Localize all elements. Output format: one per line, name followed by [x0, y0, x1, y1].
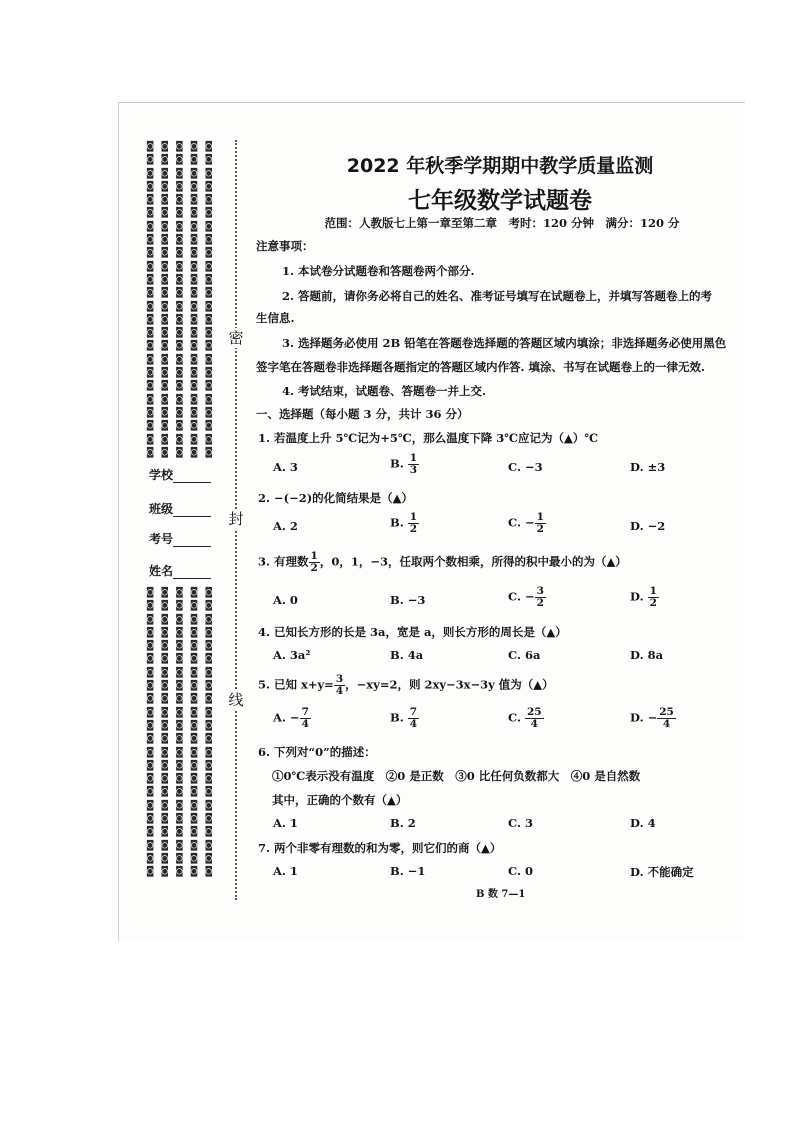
- q2-option-c[interactable]: C. − $\frac{1}{2}$: [508, 511, 544, 535]
- name-blank[interactable]: [173, 566, 211, 579]
- q2-option-d[interactable]: D. −2: [630, 519, 666, 533]
- page-footer: B 数 7—1: [476, 889, 526, 900]
- q6-question: 其中，正确的个数有（▲）: [272, 793, 408, 807]
- fraction: $\frac{25}{4}$: [526, 706, 542, 730]
- school-field[interactable]: 学校: [149, 466, 211, 483]
- q2-stem: 2. −(−2)的化简结果是（▲）: [258, 491, 414, 505]
- section-heading: 一、选择题（每小题 3 分，共计 36 分）: [256, 407, 469, 421]
- q5-option-b[interactable]: B. $\frac{7}{4}$: [390, 706, 418, 730]
- q4-option-a[interactable]: A. 3a²: [273, 648, 311, 662]
- q4-option-b[interactable]: B. 4a: [390, 648, 424, 662]
- q1-stem: 1. 若温度上升 5℃记为+5℃，那么温度下降 3℃应记为（▲）℃: [258, 431, 599, 445]
- exam-title: 2022 年秋季学期期中教学质量监测: [346, 155, 654, 177]
- notice-item-2: 2. 答题前，请你务必将自己的姓名、准考证号填写在试题卷上，并填写答题卷上的考: [282, 289, 713, 303]
- q7-option-b[interactable]: B. −1: [390, 864, 426, 878]
- q1-option-d[interactable]: D. ±3: [630, 460, 666, 474]
- fraction: $\frac{3}{4}$: [335, 673, 344, 697]
- margin-marks-top: ◙ ◙ ◙ ◙ ◙ ◙ ◙ ◙ ◙ ◙ ◙ ◙ ◙ ◙ ◙ ◙ ◙ ◙ ◙ ◙ ◙ ◙ ◙ ◙ ◙ ◙ ◙ ◙ ◙ ◙ ◙ ◙ ◙ ◙ ◙ ◙ ◙ ◙ ◙ ◙ ◙ ◙ ◙ ◙ ◙ ◙ ◙ ◙ ◙ ◙ ◙ ◙ ◙ ◙ ◙ ◙ ◙ ◙ ◙ ◙ ◙ ◙ ◙ ◙ ◙ ◙ ◙ ◙ ◙ ◙ ◙ ◙ ◙ ◙ ◙ ◙ ◙ ◙ ◙ ◙ ◙ ◙ ◙ ◙ ◙ ◙ ◙ ◙ ◙ ◙ ◙ ◙ ◙ ◙ ◙ ◙ ◙ ◙ ◙ ◙ ◙ ◙ ◙ ◙ ◙ ◙ ◙ ◙ ◙ ◙ ◙ ◙ ◙ ◙ ◙ ◙ ◙ ◙ ◙ ◙: [147, 140, 213, 458]
- fraction: $\frac{7}{4}$: [409, 706, 418, 730]
- q4-stem: 4. 已知长方形的长是 3a，宽是 a，则长方形的周长是（▲）: [258, 625, 567, 639]
- q5-option-d[interactable]: D. − $\frac{25}{4}$: [630, 706, 674, 730]
- q3-option-d[interactable]: D. $\frac{1}{2}$: [630, 585, 657, 609]
- q5-option-c[interactable]: C. $\frac{25}{4}$: [508, 706, 542, 730]
- fraction: $\frac{3}{2}$: [536, 585, 544, 609]
- q1-option-c[interactable]: C. −3: [508, 460, 543, 474]
- q6-option-d[interactable]: D. 4: [630, 816, 656, 830]
- class-field[interactable]: 班级: [149, 500, 211, 517]
- q3-stem: 3. 有理数 $\frac{1}{2}$ ，0，1，−3，任取两个数相乘，所得的积中最小的为（▲）: [258, 550, 627, 574]
- class-blank[interactable]: [173, 504, 211, 517]
- fraction: $\frac{1}{2}$: [536, 511, 544, 535]
- q4-option-d[interactable]: D. 8a: [630, 648, 664, 662]
- seal-mi: 密: [226, 328, 246, 348]
- q5-option-a[interactable]: A. − $\frac{7}{4}$: [273, 706, 309, 730]
- q2-option-a[interactable]: A. 2: [273, 519, 298, 533]
- q1-option-a[interactable]: A. 3: [273, 460, 298, 474]
- fraction: $\frac{1}{3}$: [409, 452, 418, 476]
- q2-option-b[interactable]: B. $\frac{1}{2}$: [390, 511, 418, 535]
- margin-marks-bottom: ◙ ◙ ◙ ◙ ◙ ◙ ◙ ◙ ◙ ◙ ◙ ◙ ◙ ◙ ◙ ◙ ◙ ◙ ◙ ◙ ◙ ◙ ◙ ◙ ◙ ◙ ◙ ◙ ◙ ◙ ◙ ◙ ◙ ◙ ◙ ◙ ◙ ◙ ◙ ◙ ◙ ◙ ◙ ◙ ◙ ◙ ◙ ◙ ◙ ◙ ◙ ◙ ◙ ◙ ◙ ◙ ◙ ◙ ◙ ◙ ◙ ◙ ◙ ◙ ◙ ◙ ◙ ◙ ◙ ◙ ◙ ◙ ◙ ◙ ◙ ◙ ◙ ◙ ◙ ◙ ◙ ◙ ◙ ◙ ◙ ◙ ◙ ◙ ◙ ◙ ◙ ◙ ◙ ◙ ◙ ◙ ◙ ◙ ◙ ◙ ◙ ◙ ◙ ◙ ◙ ◙ ◙ ◙ ◙ ◙: [147, 586, 213, 878]
- school-blank[interactable]: [173, 470, 211, 483]
- q1-option-b[interactable]: B. $\frac{1}{3}$: [390, 452, 418, 476]
- name-field[interactable]: 姓名: [149, 562, 211, 579]
- q4-option-c[interactable]: C. 6a: [508, 648, 541, 662]
- fraction: $\frac{1}{2}$: [649, 585, 657, 609]
- q6-option-c[interactable]: C. 3: [508, 816, 533, 830]
- seal-feng: 封: [226, 509, 246, 529]
- notice-item-2-cont: 生信息.: [256, 311, 295, 325]
- q5-stem: 5. 已知 x+y= $\frac{3}{4}$ ，−xy=2，则 2xy−3x−3y 值为（▲）: [258, 673, 554, 697]
- fraction: $\frac{25}{4}$: [659, 706, 674, 730]
- notice-item-4: 4. 考试结束，试题卷、答题卷一并上交.: [282, 384, 487, 398]
- exam-scope: 范围：人教版七上第一章至第二章 考时：120 分钟 满分：120 分: [324, 216, 680, 230]
- q7-option-a[interactable]: A. 1: [273, 864, 298, 878]
- q6-option-b[interactable]: B. 2: [390, 816, 416, 830]
- fraction: $\frac{7}{4}$: [301, 706, 309, 730]
- q3-option-b[interactable]: B. −3: [390, 593, 426, 607]
- notice-heading: 注意事项：: [256, 239, 314, 253]
- exam-number-field[interactable]: 考号: [149, 530, 211, 547]
- q3-option-a[interactable]: A. 0: [273, 593, 298, 607]
- exam-number-blank[interactable]: [173, 534, 211, 547]
- q7-stem: 7. 两个非零有理数的和为零，则它们的商（▲）: [258, 841, 502, 855]
- fraction: $\frac{1}{2}$: [409, 511, 418, 535]
- notice-item-3: 3. 选择题务必使用 2B 铅笔在答题卷选择题的答题区域内填涂；非选择题务必使用黑色: [282, 336, 727, 350]
- seal-xian: 线: [226, 690, 246, 710]
- q6-stem: 6. 下列对“0”的描述：: [258, 745, 376, 759]
- q7-option-d[interactable]: D. 不能确定: [630, 865, 694, 879]
- q6-statements: ①0℃表示没有温度 ②0 是正数 ③0 比任何负数都大 ④0 是自然数: [272, 769, 641, 783]
- q7-option-c[interactable]: C. 0: [508, 864, 533, 878]
- fraction: $\frac{1}{2}$: [310, 550, 318, 574]
- exam-subtitle: 七年级数学试题卷: [408, 187, 592, 214]
- notice-item-1: 1. 本试卷分试题卷和答题卷两个部分.: [282, 264, 475, 278]
- q3-option-c[interactable]: C. − $\frac{3}{2}$: [508, 585, 544, 609]
- q6-option-a[interactable]: A. 1: [273, 816, 298, 830]
- notice-item-3-cont: 签字笔在答题卷非选择题各题指定的答题区域内作答. 填涂、书写在试题卷上的一律无效.: [256, 360, 706, 374]
